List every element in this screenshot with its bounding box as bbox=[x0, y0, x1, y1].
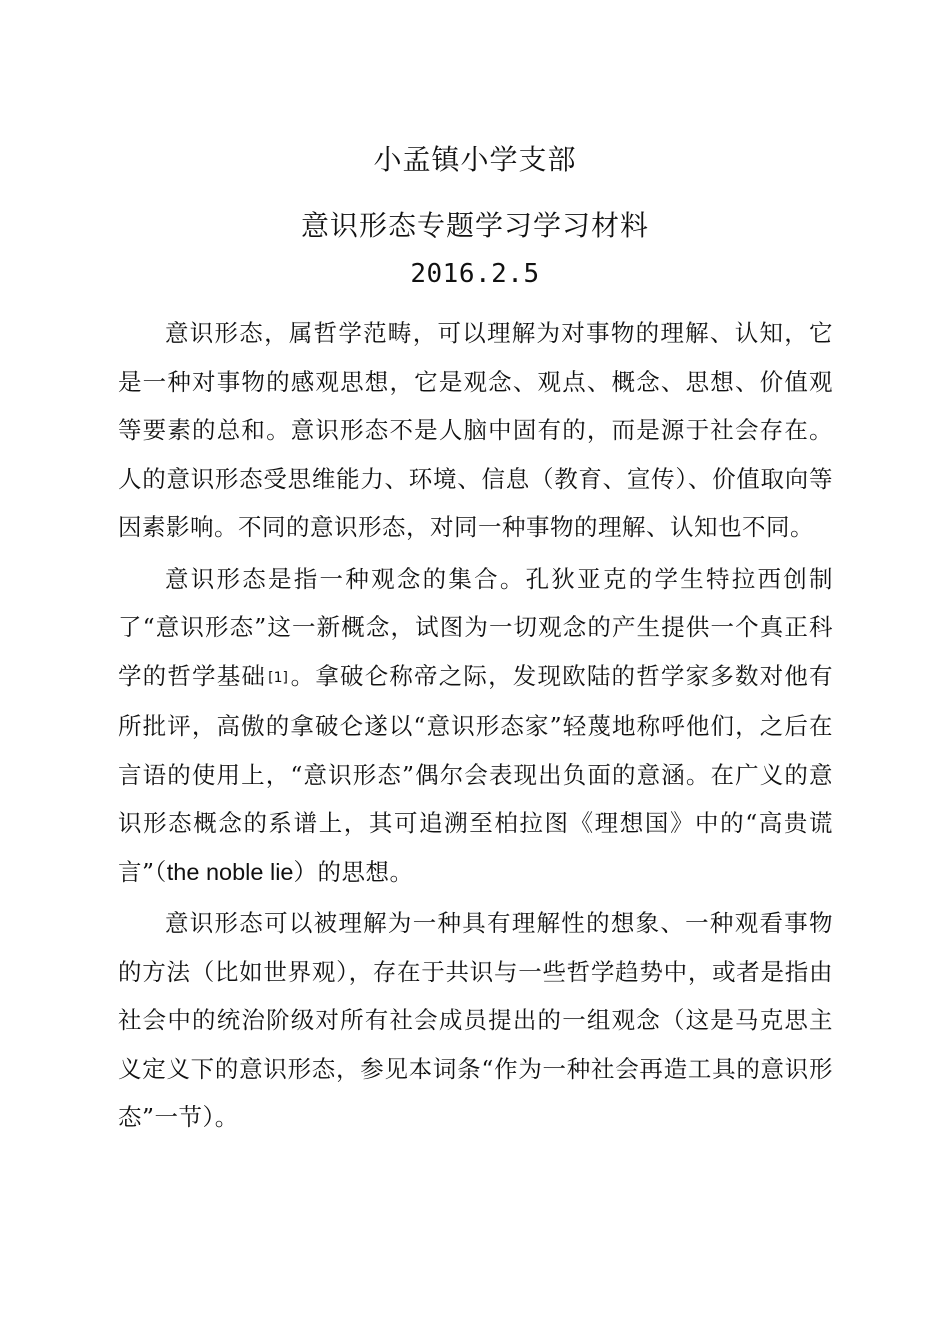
paragraph-2 bbox=[118, 555, 833, 897]
paragraph-2-text-b: 。拿破仑称帝之际，发现欧陆的哲学家多数对他有所批评，高傲的拿破仑遂以“意识形态家”轻蔑地称呼他们，之后在言语的使用上，“意识形态”偶尔会表现出负面的意涵。在广义的意识形态概念的系谱上，其可追溯至柏拉图《理想国》中的“高贵谎言”（ bbox=[118, 661, 834, 886]
paragraph-2-text-c: ）的思想。 bbox=[293, 857, 414, 886]
organization-title: 小孟镇小学支部 bbox=[373, 143, 577, 176]
footnote-reference: [1] bbox=[268, 669, 288, 686]
latin-phrase: the noble lie bbox=[166, 858, 294, 885]
document-date: 2016.2.5 bbox=[410, 259, 540, 289]
paragraph-1: 意识形态，属哲学范畴，可以理解为对事物的理解、认知，它是一种对事物的感观思想，它是观念、观点、概念、思想、价值观等要素的总和。意识形态不是人脑中固有的，而是源于社会存在。人的意识形态受思维能力、环境、信息（教育、宣传）、价值取向等因素影响。不同的意识形态，对同一种事物的理解、认知也不同。 bbox=[118, 319, 833, 541]
document-body bbox=[118, 309, 833, 1145]
paragraph-2-text-a: 意识形态是指一种观念的集合。孔狄亚克的学生特拉西创制了“意识形态”这一新概念，试图为一切观念的产生提供一个真正科学的哲学基础 bbox=[118, 564, 833, 690]
document-title: 意识形态专题学习学习材料 bbox=[300, 209, 649, 242]
paragraph-3: 意识形态可以被理解为一种具有理解性的想象、一种观看事物的方法（比如世界观），存在于共识与一些哲学趋势中，或者是指由社会中的统治阶级对所有社会成员提出的一组观念（这是马克思主义定义下的意识形态，参见本词条“作为一种社会再造工具的意识形态”一节）。 bbox=[118, 909, 833, 1131]
